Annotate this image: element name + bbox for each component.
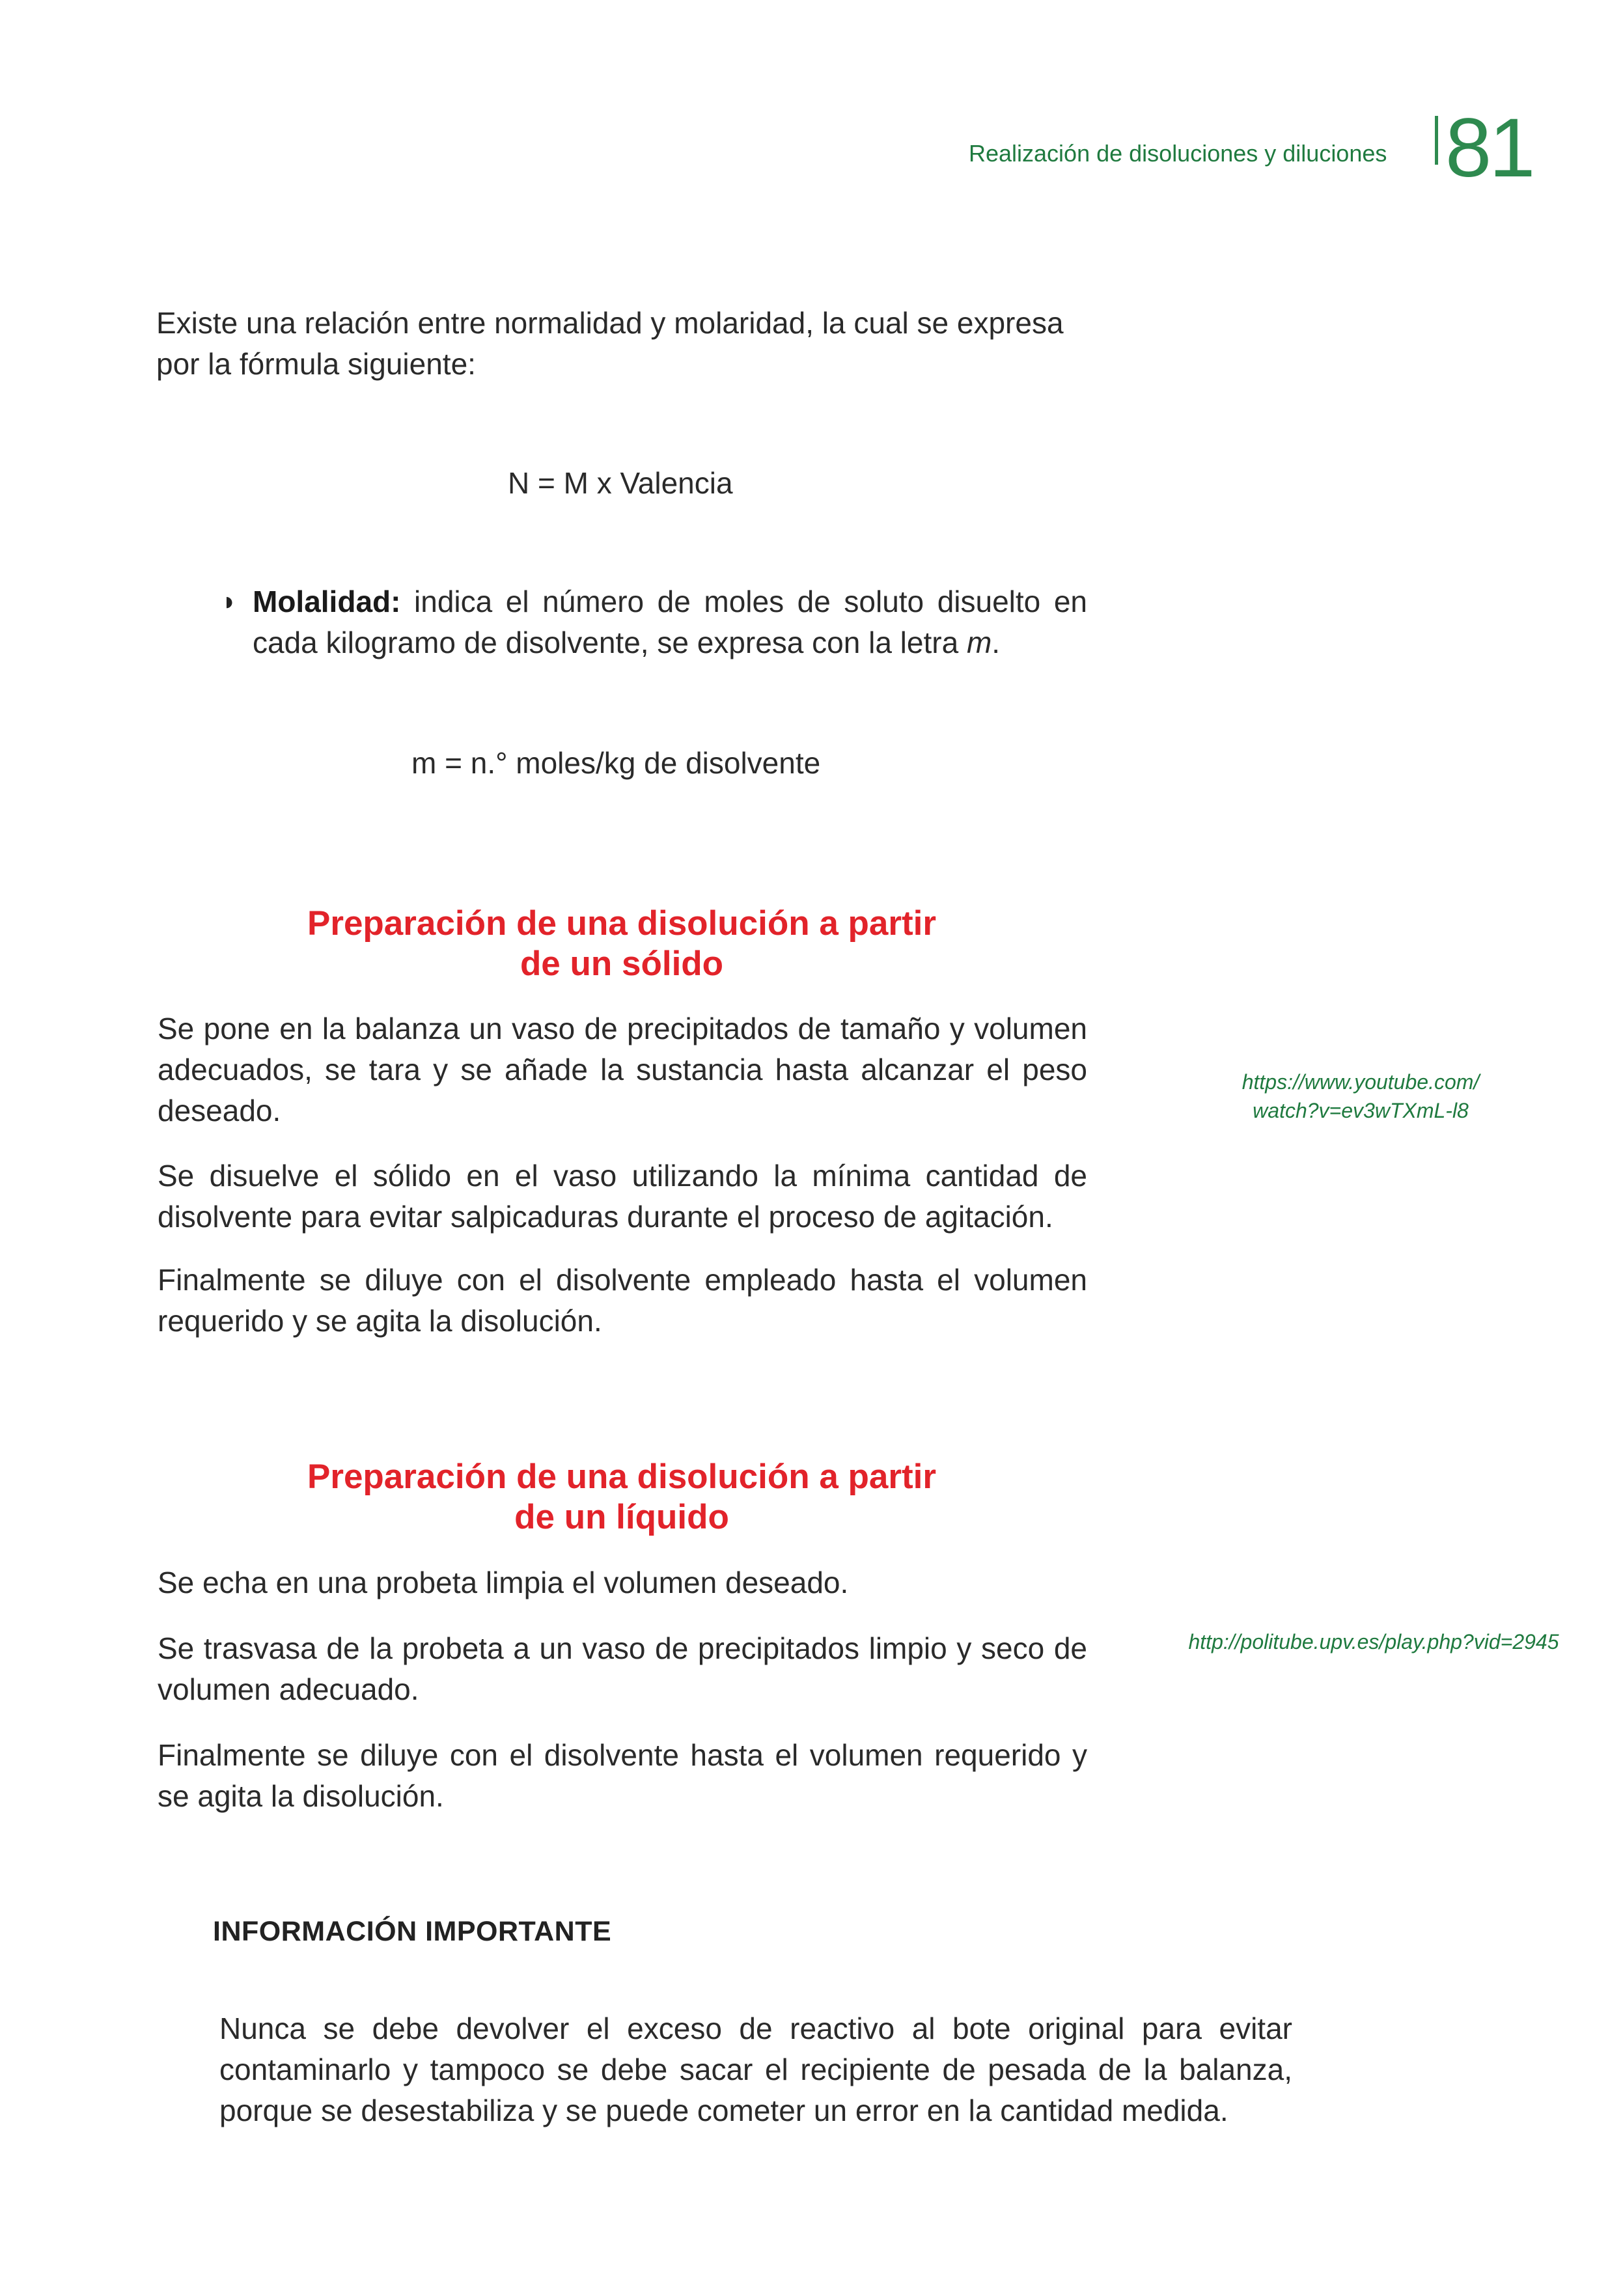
youtube-link[interactable] bbox=[1191, 1068, 1530, 1125]
molality-definition: indica el número de moles de soluto disuelto en cada kilogramo de disolvente, se expresa con la letra bbox=[253, 585, 1087, 659]
normality-formula: N = M x Valencia bbox=[508, 466, 733, 500]
molality-end: . bbox=[992, 626, 1001, 659]
section-heading-liquid bbox=[156, 1457, 1087, 1538]
important-info-title: INFORMACIÓN IMPORTANTE bbox=[213, 1916, 612, 1947]
solid-text-3: Finalmente se diluye con el disolvente empleado hasta el volumen requerido y se agita la disolución. bbox=[158, 1263, 1087, 1338]
molality-item bbox=[253, 581, 1087, 663]
header-divider bbox=[1435, 116, 1438, 165]
liquid-text-2: Se trasvasa de la probeta a un vaso de precipitados limpio y seco de volumen adecuado. bbox=[158, 1631, 1087, 1706]
relation-paragraph bbox=[156, 303, 1087, 385]
molality-letter: m bbox=[966, 626, 992, 659]
solid-text-2: Se disuelve el sólido en el vaso utilizando la mínima cantidad de disolvente para evitar salpicaduras durante el proceso de agitación. bbox=[158, 1159, 1087, 1234]
page-number: 81 bbox=[1445, 102, 1533, 195]
relation-text: Existe una relación entre normalidad y molaridad, la cual se expresa por la fórmula siguiente: bbox=[156, 306, 1064, 381]
solid-text-1: Se pone en la balanza un vaso de precipitados de tamaño y volumen adecuados, se tara y se añade la sustancia hasta alcanzar el peso deseado. bbox=[158, 1012, 1087, 1127]
molality-formula: m = n.° moles/kg de disolvente bbox=[411, 746, 821, 780]
liquid-text-3: Finalmente se diluye con el disolvente hasta el volumen requerido y se agita la disolución. bbox=[158, 1738, 1087, 1813]
heading-liquid-line2: de un líquido bbox=[514, 1498, 729, 1536]
liquid-paragraph-3 bbox=[158, 1735, 1087, 1817]
solid-paragraph-1 bbox=[158, 1008, 1087, 1131]
heading-solid-line1: Preparación de una disolución a partir bbox=[307, 904, 936, 943]
liquid-paragraph-2 bbox=[158, 1628, 1087, 1710]
solid-paragraph-2 bbox=[158, 1155, 1087, 1238]
important-text: Nunca se debe devolver el exceso de reactivo al bote original para evitar contaminarlo y tampoco se debe sacar el recipiente de pesada de la balanza, porque se desestabiliza y se puede cometer un error en la cantidad medida. bbox=[219, 2012, 1292, 2127]
running-title: Realización de disoluciones y diluciones bbox=[969, 140, 1387, 167]
molality-term: Molalidad: bbox=[253, 585, 401, 618]
youtube-link-line2[interactable]: watch?v=ev3wTXmL-l8 bbox=[1253, 1099, 1469, 1122]
important-info-text bbox=[219, 2008, 1292, 2131]
liquid-paragraph-1 bbox=[158, 1562, 1087, 1603]
politube-link[interactable]: http://politube.upv.es/play.php?vid=2945 bbox=[1188, 1630, 1559, 1653]
solid-paragraph-3 bbox=[158, 1260, 1087, 1342]
youtube-link-line1[interactable]: https://www.youtube.com/ bbox=[1242, 1070, 1480, 1094]
bullet-icon: ◗ bbox=[221, 587, 238, 616]
heading-liquid-line1: Preparación de una disolución a partir bbox=[307, 1458, 936, 1496]
liquid-text-1: Se echa en una probeta limpia el volumen deseado. bbox=[158, 1566, 849, 1599]
heading-solid-line2: de un sólido bbox=[520, 945, 724, 983]
section-heading-solid bbox=[156, 904, 1087, 984]
